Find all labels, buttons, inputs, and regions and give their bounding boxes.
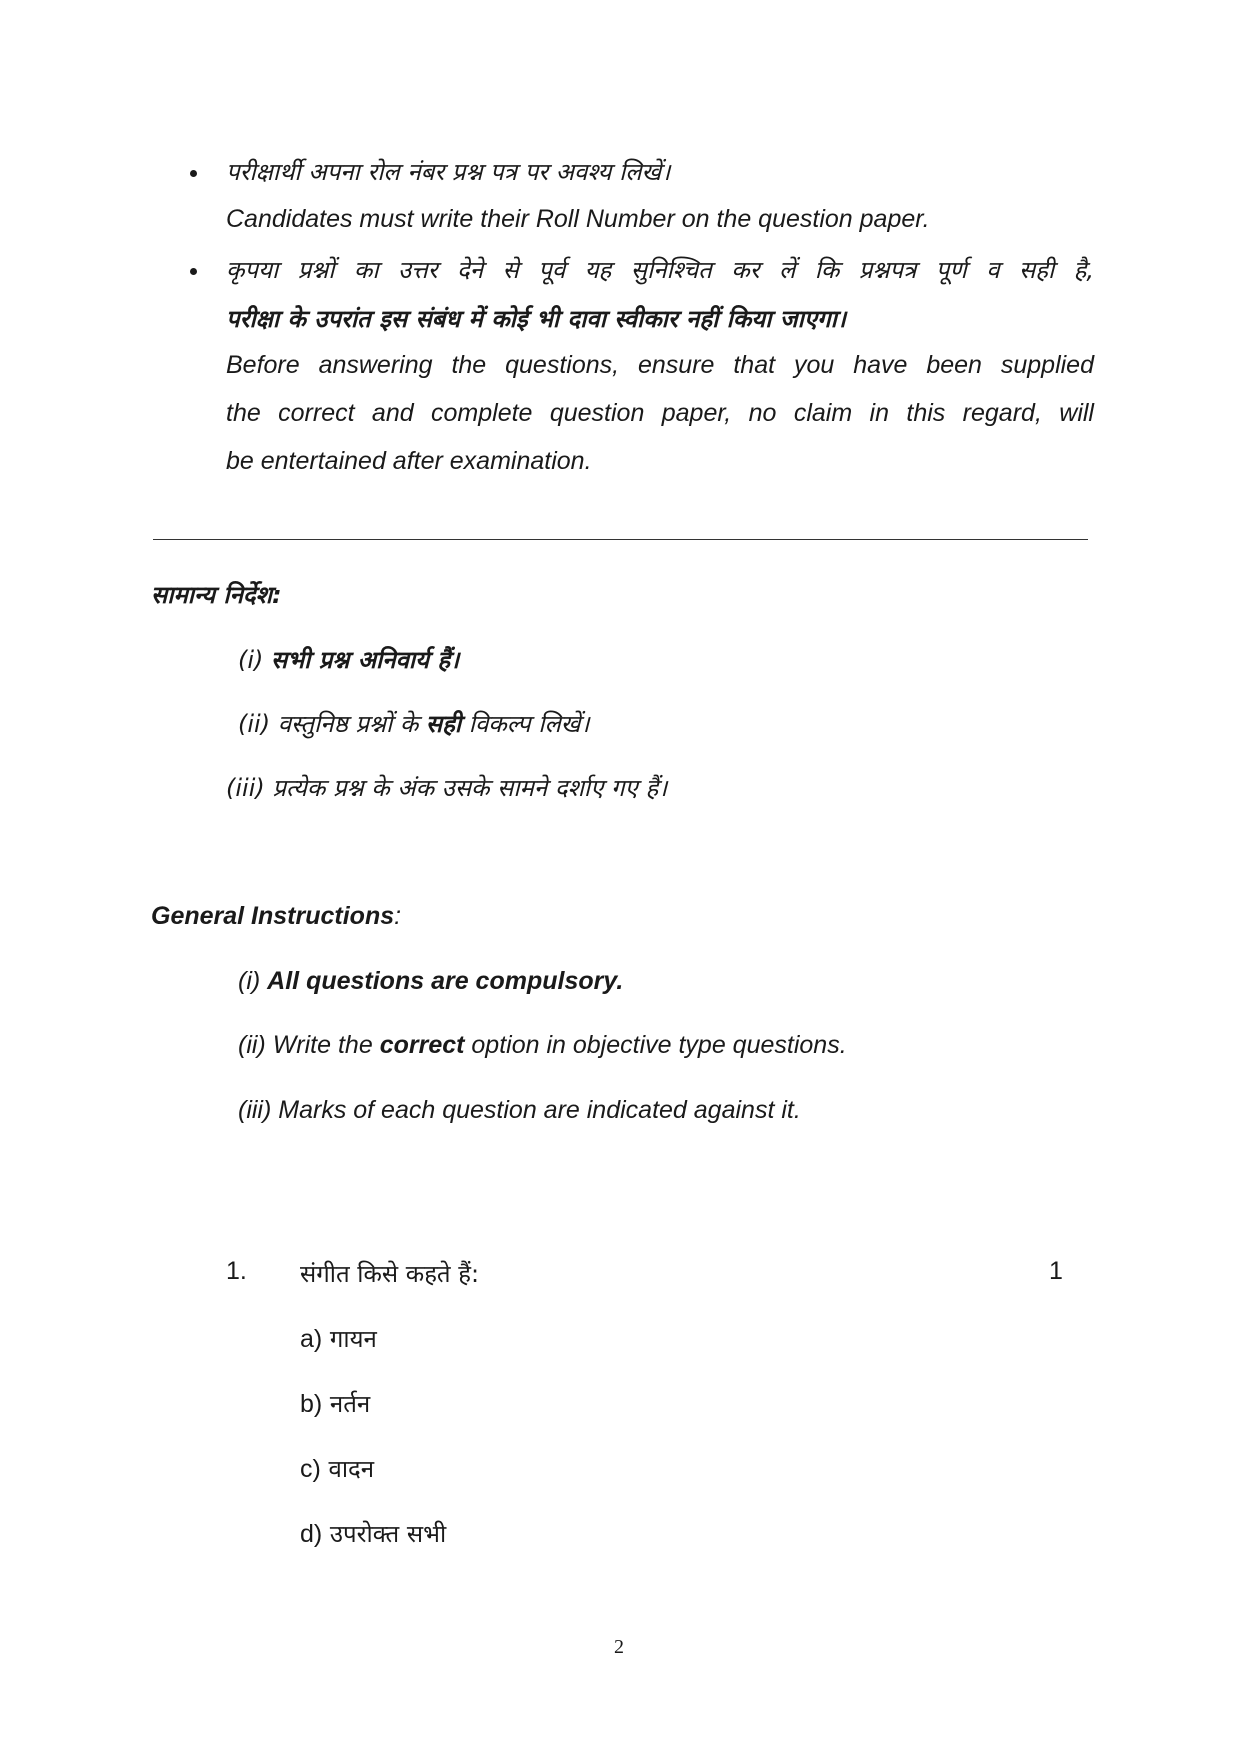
question-number: 1.	[226, 1257, 247, 1285]
english-instructions-heading	[151, 902, 401, 931]
english-instruction-2-bold: correct	[379, 1031, 465, 1059]
hindi-instruction-2	[238, 707, 590, 740]
question-text: संगीत किसे कहते हैं:	[300, 1260, 480, 1288]
notice-roll-number-english: Candidates must write their Roll Number on the question paper.	[226, 205, 930, 233]
option-a-text: गायन	[329, 1325, 377, 1353]
hindi-instruction-1-prefix: (i)	[238, 646, 264, 674]
english-instructions-heading-colon: :	[394, 902, 402, 930]
option-a	[300, 1322, 377, 1355]
hindi-instruction-2-prefix: (ii) वस्तुनिष्ठ प्रश्नों के	[238, 710, 419, 738]
bullet-icon	[190, 170, 197, 177]
hindi-instructions-heading: सामान्य निर्देश:	[151, 581, 282, 609]
option-d	[300, 1517, 446, 1550]
hindi-instruction-2-suffix: विकल्प लिखें।	[468, 710, 590, 738]
notice-verify-english-line3: be entertained after examination.	[226, 447, 592, 475]
section-divider	[153, 539, 1088, 540]
hindi-instruction-1	[238, 643, 459, 676]
option-c-text: वादन	[328, 1455, 375, 1483]
option-c-label: c)	[300, 1455, 321, 1483]
option-a-label: a)	[300, 1325, 323, 1353]
hindi-instruction-2-bold: सही	[425, 710, 462, 738]
english-instruction-2	[238, 1031, 847, 1060]
option-c	[300, 1452, 374, 1485]
option-b-text: नर्तन	[329, 1390, 371, 1418]
option-b	[300, 1387, 370, 1420]
page-number: 2	[614, 1636, 624, 1658]
notice-roll-number-hindi: परीक्षार्थी अपना रोल नंबर प्रश्न पत्र पर अवश्य लिखें।	[226, 158, 671, 186]
question-marks: 1	[1049, 1257, 1063, 1285]
notice-verify-english-line1: Before answering the questions, ensure that you have been supplied	[226, 351, 1094, 379]
notice-verify-english-line2: the correct and complete question paper, no claim in this regard, will	[226, 399, 1094, 427]
notice-verify-hindi-line1: कृपया प्रश्नों का उत्तर देने से पूर्व यह सुनिश्चित कर लें कि प्रश्नपत्र पूर्ण व सही है,	[226, 256, 1094, 284]
english-instruction-1-prefix: (i)	[238, 967, 261, 995]
option-d-text: उपरोक्त सभी	[329, 1520, 447, 1548]
notice-verify-hindi-line2: परीक्षा के उपरांत इस संबंध में कोई भी दावा स्वीकार नहीं किया जाएगा।	[226, 305, 846, 333]
hindi-instruction-1-text: सभी प्रश्न अनिवार्य हैं।	[271, 646, 460, 674]
option-d-label: d)	[300, 1520, 323, 1548]
bullet-icon	[190, 268, 197, 275]
english-instruction-2-suffix: option in objective type questions.	[471, 1031, 847, 1059]
hindi-instruction-3: (iii) प्रत्येक प्रश्न के अंक उसके सामने दर्शाए गए हैं।	[226, 774, 668, 802]
option-b-label: b)	[300, 1390, 323, 1418]
english-instructions-heading-text: General Instructions	[151, 902, 395, 930]
english-instruction-1-text: All questions are compulsory.	[267, 967, 624, 995]
english-instruction-3: (iii) Marks of each question are indicated against it.	[238, 1096, 801, 1124]
english-instruction-1	[238, 967, 623, 996]
english-instruction-2-prefix: (ii) Write the	[238, 1031, 373, 1059]
